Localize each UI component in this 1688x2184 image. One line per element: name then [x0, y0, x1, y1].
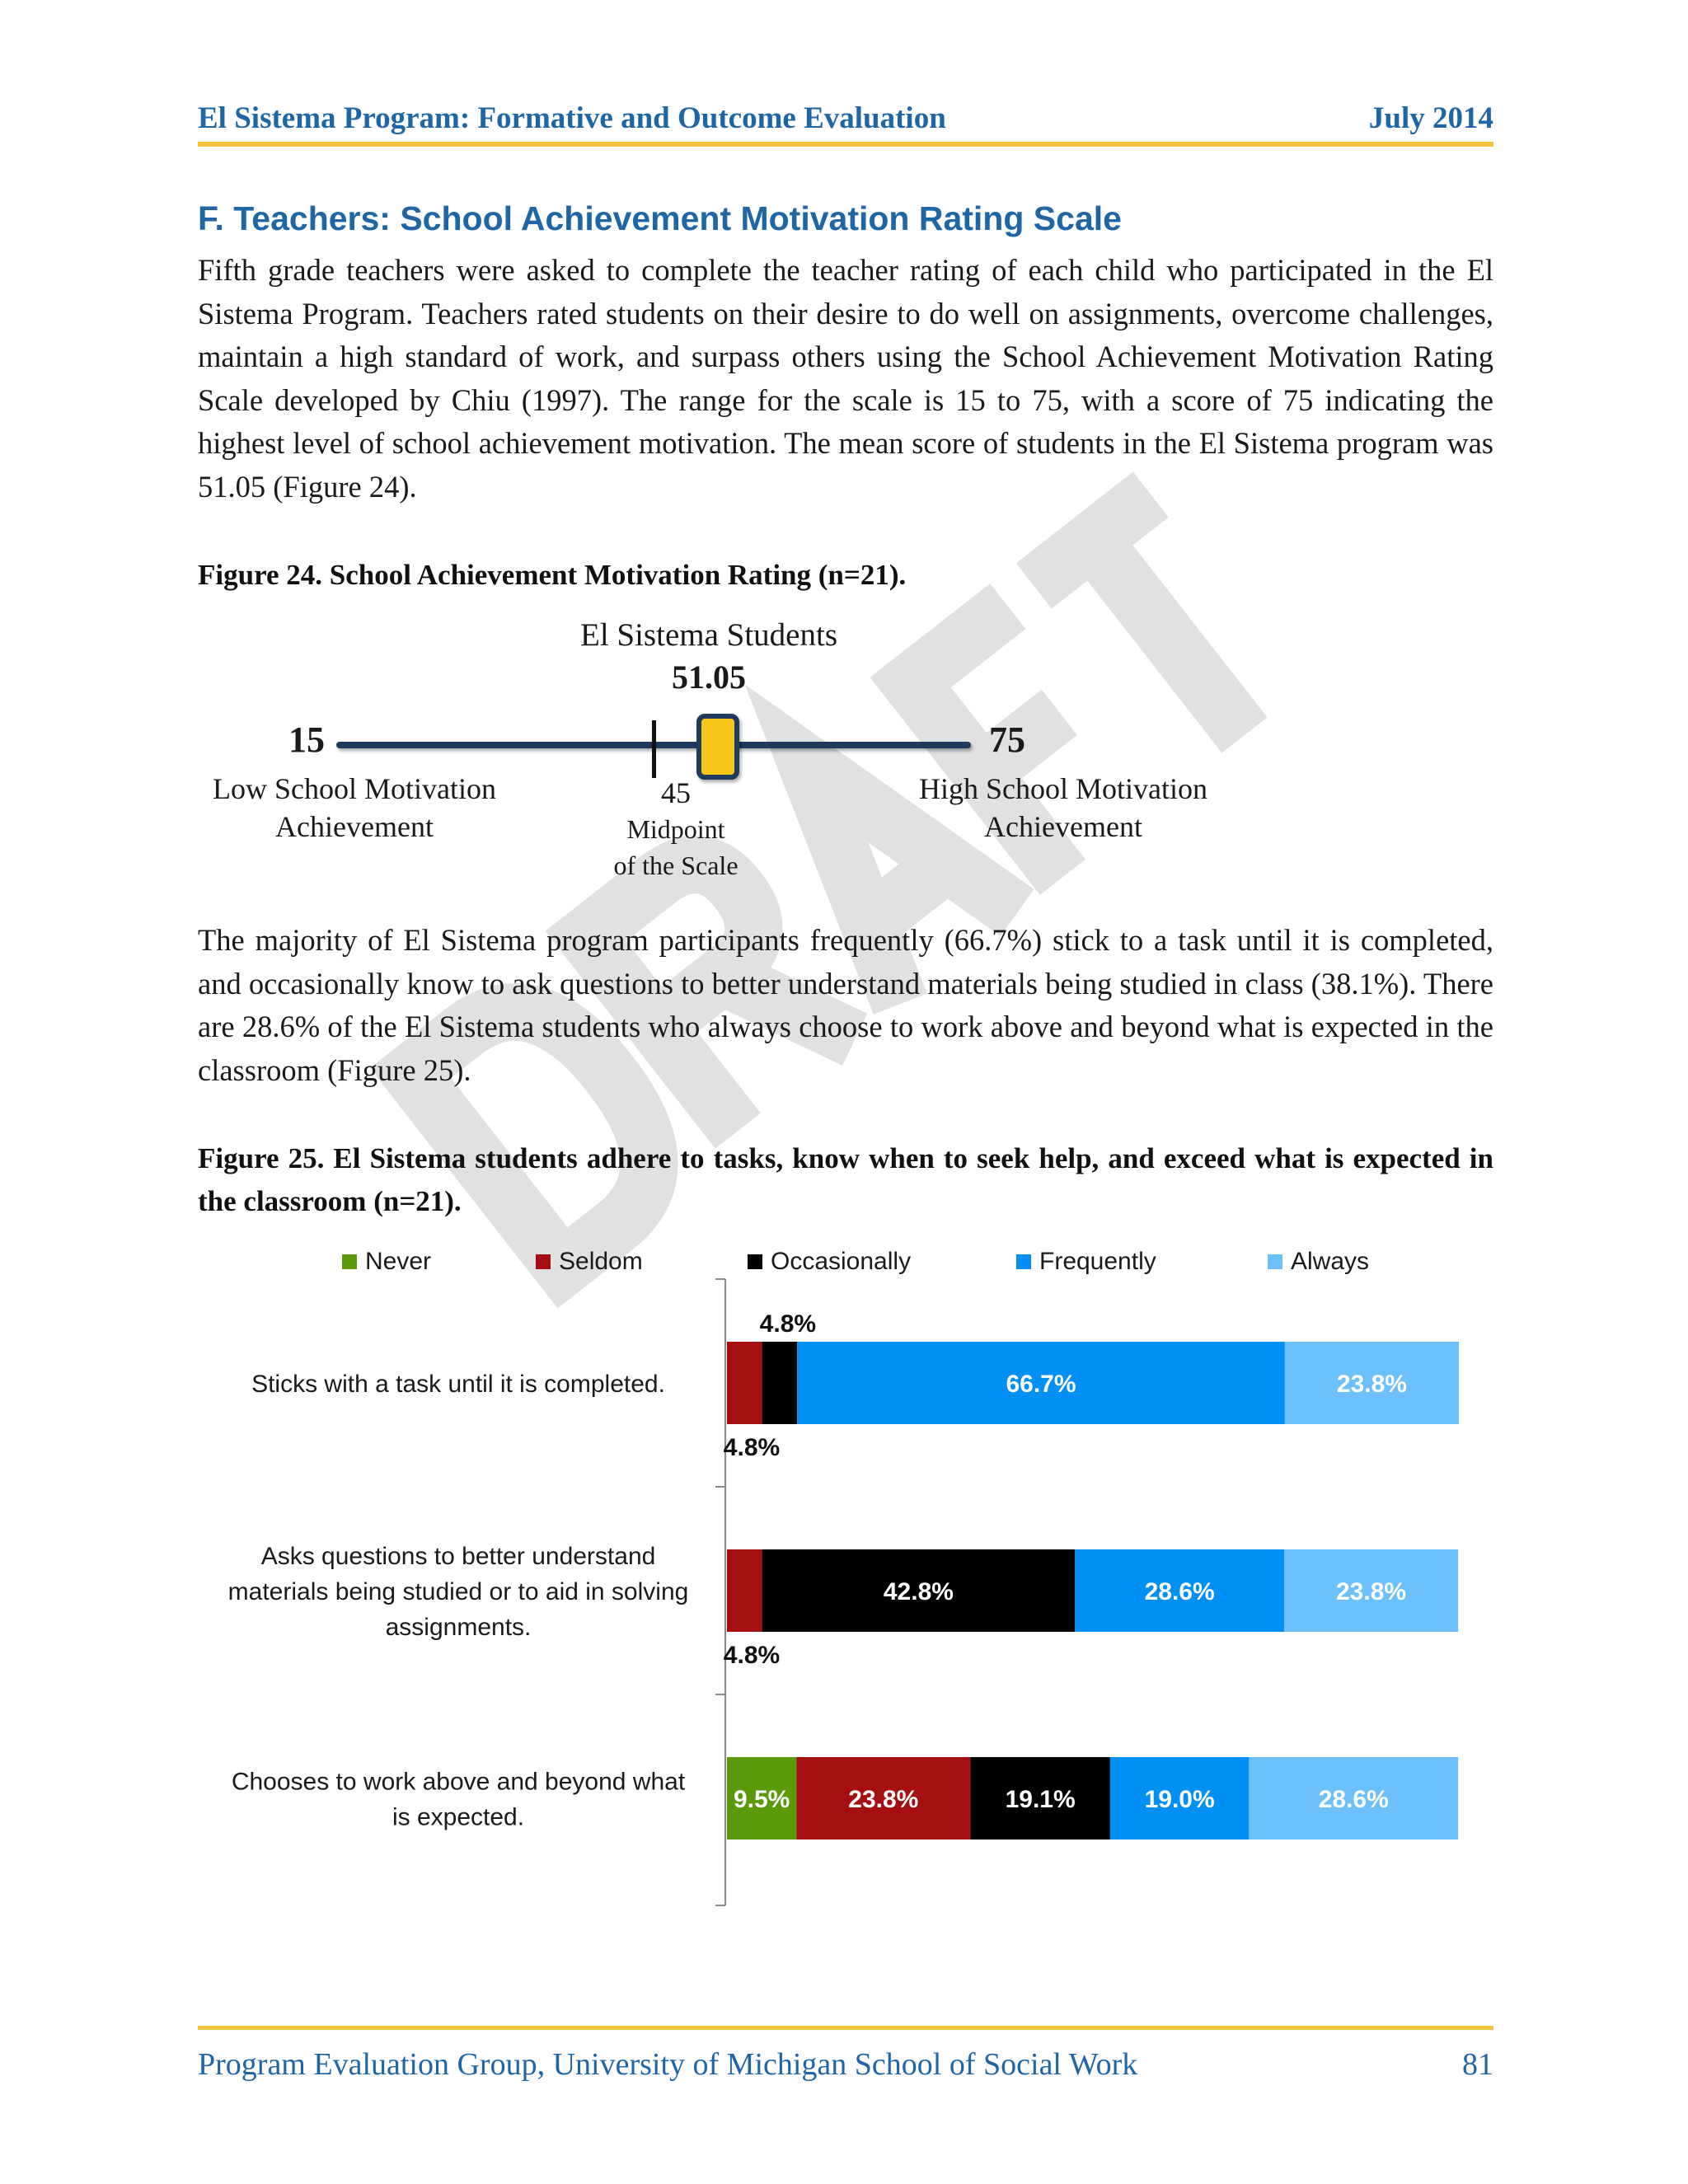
intro-paragraph: Fifth grade teachers were asked to complete the teacher rating of each child who participated in the El Sistema Program. Teachers rated students on their desire to do well on assignments, overcome challenges, maintain a high standard of work, and surpass others using the School Achievement Motivation Rating Scale developed by Chiu (1997). The range for the scale is 15 to 75, with a score of 75 indicating the highest level of school achievement motivation. The mean score of students in the El Sistema program was 51.05 (Figure 24).: [198, 253, 1493, 504]
header-date: July 2014: [1368, 101, 1493, 135]
legend-label-occasionally: Occasionally: [771, 1248, 912, 1275]
legend-swatch-seldom: [536, 1254, 551, 1269]
data-label-occasionally-0: 4.8%: [759, 1310, 817, 1338]
legend-swatch-never: [342, 1254, 357, 1269]
legend-label-always: Always: [1291, 1248, 1370, 1275]
data-label-frequently-1: 28.6%: [1144, 1578, 1215, 1605]
figure-25-caption: Figure 25. El Sistema students adhere to tasks, know when to seek help, and exceed what is expected in the classroom (n=21).: [198, 1142, 1493, 1217]
data-label-seldom-0: 4.8%: [723, 1434, 781, 1461]
section-title: F. Teachers: School Achievement Motivation Rating Scale: [198, 199, 1122, 237]
scale-high-label-line2: Achievement: [984, 810, 1142, 843]
footer-page-number: 81: [1462, 2047, 1493, 2082]
data-label-always-2: 28.6%: [1318, 1786, 1389, 1813]
bar-seldom-1: [727, 1549, 762, 1632]
legend-swatch-always: [1268, 1254, 1282, 1269]
bar-occasionally-0: [762, 1342, 798, 1424]
legend-label-never: Never: [365, 1248, 432, 1275]
data-label-frequently-2: 19.0%: [1144, 1786, 1215, 1813]
scale-max-label: 75: [989, 719, 1025, 760]
data-label-occasionally-2: 19.1%: [1005, 1786, 1076, 1813]
data-label-always-1: 23.8%: [1336, 1578, 1407, 1605]
legend-label-frequently: Frequently: [1039, 1248, 1156, 1275]
scale-midpoint-text-1: Midpoint: [626, 814, 725, 844]
category-label-0-0: Sticks with a task until it is completed.: [251, 1371, 665, 1398]
data-label-occasionally-1: 42.8%: [883, 1578, 954, 1605]
category-label-1-2: assignments.: [385, 1614, 532, 1641]
scale-low-label-line2: Achievement: [275, 810, 434, 843]
scale-midpoint-number: 45: [661, 776, 691, 809]
data-label-always-0: 23.8%: [1336, 1371, 1407, 1398]
category-label-2-1: is expected.: [392, 1803, 525, 1831]
category-label-2-0: Chooses to work above and beyond what: [231, 1768, 686, 1796]
legend-swatch-occasionally: [748, 1254, 762, 1269]
bar-seldom-0: [727, 1342, 762, 1424]
data-label-frequently-0: 66.7%: [1006, 1371, 1076, 1398]
footer-organization: Program Evaluation Group, University of Michigan School of Social Work: [198, 2047, 1138, 2082]
data-label-seldom-1: 4.8%: [723, 1642, 781, 1669]
scale-high-label-line1: High School Motivation: [919, 772, 1207, 805]
category-label-1-0: Asks questions to better understand: [260, 1543, 656, 1570]
scale-low-label-line1: Low School Motivation: [213, 772, 496, 805]
data-label-never-2: 9.5%: [733, 1786, 790, 1813]
category-label-1-1: materials being studied or to aid in solving: [227, 1578, 689, 1605]
figure-25-paragraph: The majority of El Sistema program participants frequently (66.7%) stick to a task until it is completed, and occasionally know to ask questions to better understand materials being studied in class (38.1%). There are 28.6% of the El Sistema students who always choose to work above and beyond what is expected in the classroom (Figure 25).: [198, 923, 1493, 1087]
scale-midpoint-text-2: of the Scale: [613, 851, 738, 880]
page-footer: [198, 2026, 1493, 2082]
legend-swatch-frequently: [1016, 1254, 1031, 1269]
scale-mean-value: 51.05: [672, 658, 746, 696]
header-title: El Sistema Program: Formative and Outcome Evaluation: [198, 101, 946, 135]
scale-group-label: El Sistema Students: [580, 617, 837, 653]
figure-24-caption: Figure 24. School Achievement Motivation Rating (n=21).: [198, 559, 907, 591]
scale-min-label: 15: [288, 719, 325, 760]
data-label-seldom-2: 23.8%: [848, 1786, 919, 1813]
legend-label-seldom: Seldom: [559, 1248, 643, 1275]
